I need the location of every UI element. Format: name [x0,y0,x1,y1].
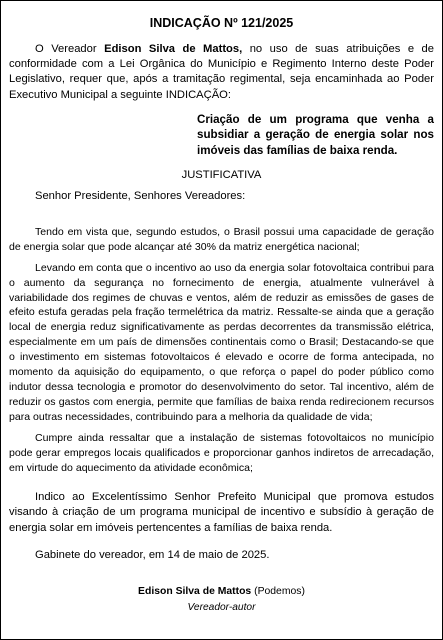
intro-paragraph [9,42,434,103]
greeting: Senhor Presidente, Senhores Vereadores: [35,190,246,203]
signature-role: Vereador-autor [187,602,256,614]
date-line: Gabinete do vereador, em 14 de maio de 2025. [35,548,270,561]
justification-paragraph-2: Levando em conta que o incentivo ao uso da energia solar fotovoltaica contribui para o aumento da segurança no fornecimento de energia, atualmente vulnerável à variabilidade dos regimes de chuvas e ventos, além de reduzir as emissões de gases de efeito estufa geradas pela fração termelétrica da matriz. Ressalte-se ainda que a geração local de energia reduz significativamente as perdas decorrentes da transmissão elétrica, especialmente em um país de dimensões continentais como o Brasil; Destacando-se que o investimento em sistemas fotovoltaicos é elevado e ocorre de forma antecipada, no momento da aquisição do equipamento, o que reforça o papel do poder público como indutor dessa tecnologia e promotor do desenvolvimento do setor. Tal incentivo, além de reduzir os gastos com energia, permite que famílias de baixa renda redirecionem recursos para outras necessidades, contribuindo para a melhoria da qualidade de vida; [9,261,434,424]
intro-prefix: O Vereador [35,43,105,55]
justificativa-heading: JUSTIFICATIVA [181,169,262,182]
signature-author: Edison Silva de Mattos [138,586,252,598]
ementa: Criação de um programa que venha a subsidiar a geração de energia solar nos imóveis das famílias de baixa renda. [197,112,434,157]
justification-paragraph-1: Tendo em vista que, segundo estudos, o Brasil possui uma capacidade de geração de energia solar que pode alcançar até 30% da matriz energética nacional; [9,225,434,253]
document-title: INDICAÇÃO Nº 121/2025 [149,16,294,30]
signature-name [9,585,434,599]
author-name: Edison Silva de Mattos, [104,43,243,55]
intro-text: no uso de suas atribuições e de conformidade com a Lei Orgânica do Município e Regimento Interno deste Poder Legislativo, requer que, após a tramitação regimental, seja encaminhada ao Poder Executivo Municipal a seguinte INDICAÇÃO: [9,43,434,101]
signature-party: (Podemos) [251,586,305,598]
justification-paragraph-3: Cumpre ainda ressaltar que a instalação de sistemas fotovoltaicos no município pode gerar empregos locais qualificados e proporcionar ganhos indiretos de arrecadação, em virtude do aquecimento da atividade econômica; [9,432,434,475]
indication-paragraph: Indico ao Excelentíssimo Senhor Prefeito Municipal que promova estudos visando à criação de um programa municipal de incentivo e subsídio à geração de energia solar em imóveis pertencentes a famílias de baixa renda. [9,491,434,534]
